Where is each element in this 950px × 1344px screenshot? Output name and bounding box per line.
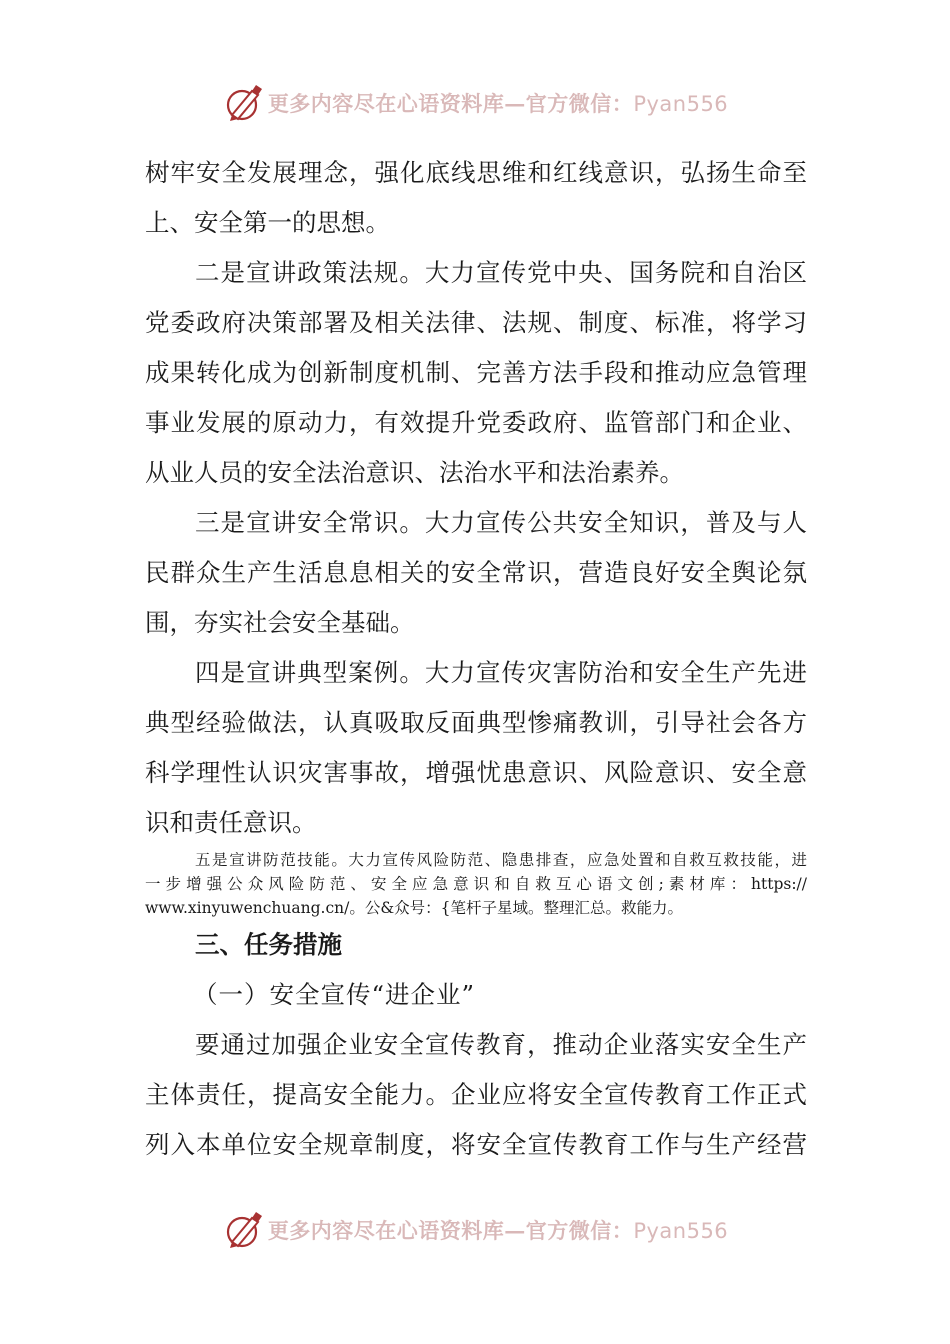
text-line: 列入本单位安全规章制度，将安全宣传教育工作与生产经营 (145, 1130, 807, 1159)
text-line: 从业人员的安全法治意识、法治水平和法治素养。 (145, 458, 684, 487)
text-line: 五是宣讲防范技能。大力宣传风险防范、隐患排查，应急处置和自救互救技能，进 (195, 851, 807, 869)
paragraph-6 (145, 1020, 807, 1170)
text-line: 典型经验做法，认真吸取反面典型惨痛教训，引导社会各方 (145, 708, 807, 737)
text-line: 党委政府决策部署及相关法律、法规、制度、标准，将学习 (145, 308, 807, 337)
text-line: 四是宣讲典型案例。大力宣传灾害防治和安全生产先进 (195, 658, 807, 687)
pen-logo-icon (222, 81, 266, 125)
paragraph-1 (145, 148, 807, 248)
text-line: 识和责任意识。 (145, 808, 317, 837)
text-line: 民群众生产生活息息相关的安全常识，营造良好安全舆论氛 (145, 558, 807, 587)
paragraph-4 (145, 648, 807, 848)
text-line: 围，夯实社会安全基础。 (145, 608, 415, 637)
text-line: www.xinyuwenchuang.cn/。公&众号：{笔杆子星域。整理汇总。救能力。 (145, 899, 683, 917)
text-line: 要通过加强企业安全宣传教育，推动企业落实安全生产 (195, 1030, 807, 1059)
section-heading: 三、任务措施 (195, 930, 342, 959)
banner-text: 更多内容尽在心语资料库—官方微信：Pyan556 (267, 1218, 729, 1243)
footer-banner (0, 1205, 950, 1255)
header-banner (0, 78, 950, 128)
document-body (145, 148, 807, 1170)
text-line: 三是宣讲安全常识。大力宣传公共安全知识，普及与人 (195, 508, 807, 537)
paragraph-3 (145, 498, 807, 648)
pen-logo-icon (222, 1208, 266, 1252)
text-line: 二是宣讲政策法规。大力宣传党中央、国务院和自治区 (195, 258, 807, 287)
paragraph-2 (145, 248, 807, 498)
text-line: 一步增强公众风险防范、安全应急意识和自救互心语文创;素材库：https:// (145, 875, 807, 893)
text-line: 主体责任，提高安全能力。企业应将安全宣传教育工作正式 (145, 1080, 807, 1109)
paragraph-5-small (145, 848, 807, 920)
text-line: 事业发展的原动力，有效提升党委政府、监管部门和企业、 (145, 408, 807, 437)
subsection-heading: （一）安全宣传“进企业” (193, 980, 476, 1009)
text-line: 成果转化成为创新制度机制、完善方法手段和推动应急管理 (145, 358, 807, 387)
text-line: 树牢安全发展理念，强化底线思维和红线意识，弘扬生命至 (145, 158, 807, 187)
text-line: 科学理性认识灾害事故，增强忧患意识、风险意识、安全意 (145, 758, 807, 787)
text-line: 上、安全第一的思想。 (145, 208, 390, 237)
banner-text: 更多内容尽在心语资料库—官方微信：Pyan556 (267, 91, 729, 116)
